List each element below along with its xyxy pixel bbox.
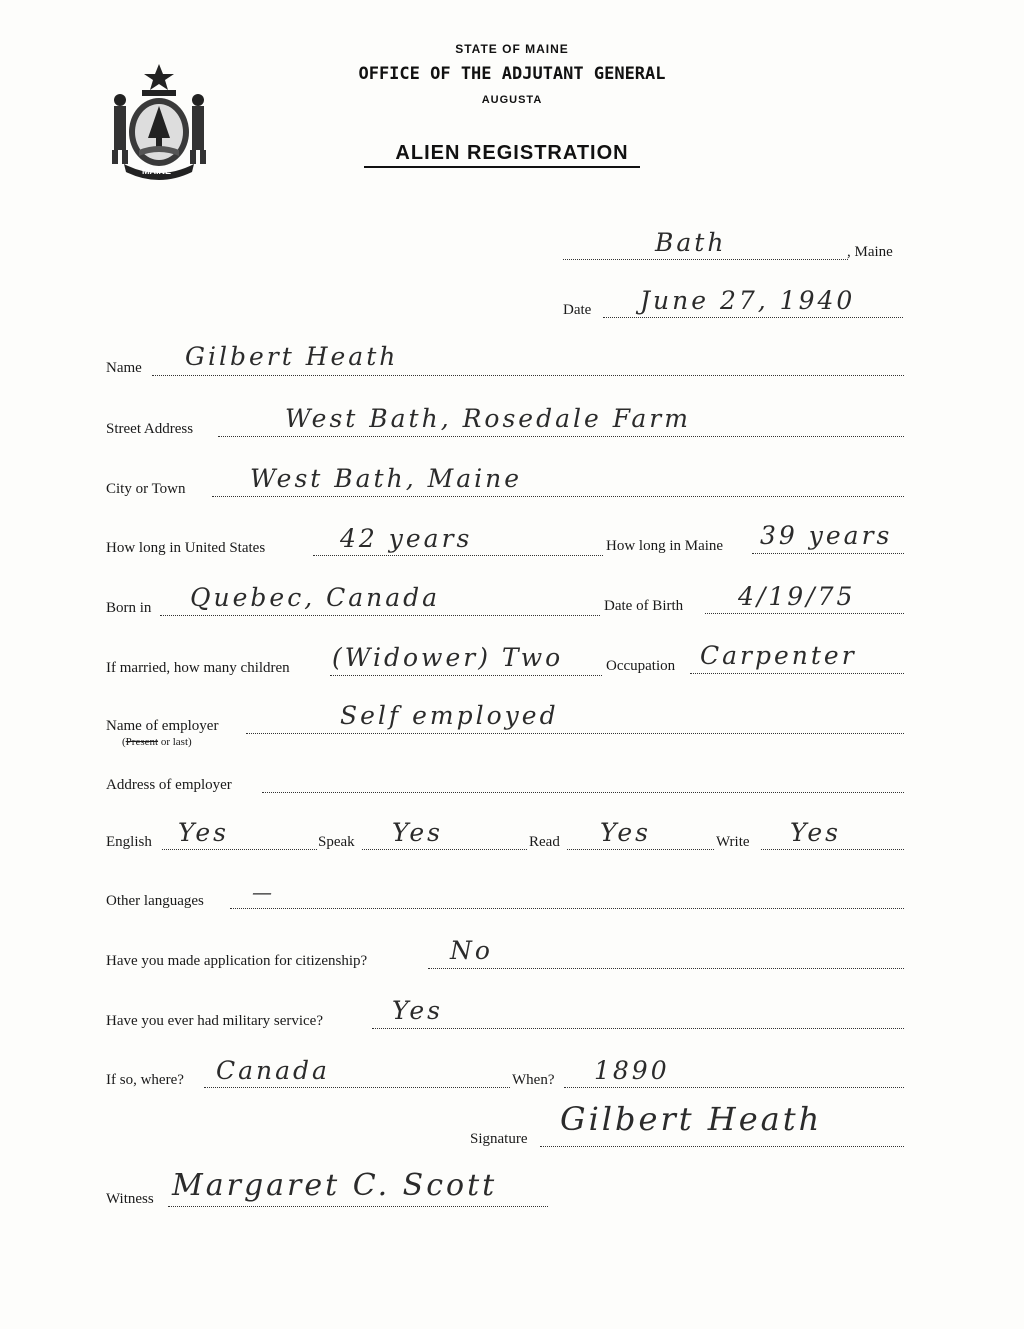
dob-line <box>705 613 904 614</box>
seal-banner-text: MAINE <box>142 166 171 176</box>
office-heading: OFFICE OF THE ADJUTANT GENERAL <box>358 64 666 84</box>
employer-sub-open: ( <box>122 736 126 748</box>
read-value: Yes <box>600 818 651 847</box>
place-suffix: , Maine <box>847 244 893 260</box>
citizenship-label: Have you made application for citizenship? <box>106 953 368 969</box>
when-value: 1890 <box>594 1056 670 1085</box>
witness-line <box>168 1206 548 1207</box>
where-line <box>204 1087 510 1088</box>
english-label: English <box>106 834 152 850</box>
employer-sub-present: Present <box>125 736 159 748</box>
state-heading: STATE OF MAINE <box>455 42 569 56</box>
date-value: June 27, 1940 <box>640 286 856 315</box>
maine-seal-icon <box>104 60 214 180</box>
signature-label: Signature <box>470 1131 528 1147</box>
read-label: Read <box>529 834 560 850</box>
other-lang-label: Other languages <box>106 893 204 909</box>
employer-sublabel <box>122 736 192 748</box>
occupation-value: Carpenter <box>700 641 857 670</box>
born-value: Quebec, Canada <box>190 583 441 612</box>
maine-label: How long in Maine <box>606 538 724 554</box>
street-line <box>218 436 904 437</box>
citizenship-line <box>428 968 904 969</box>
military-value: Yes <box>392 996 443 1025</box>
citizenship-value: No <box>450 936 493 965</box>
employer-line <box>246 733 904 734</box>
maine-value: 39 years <box>760 521 893 550</box>
write-label: Write <box>716 834 750 850</box>
dob-label: Date of Birth <box>604 598 684 614</box>
city-line <box>212 496 904 497</box>
city-label: City or Town <box>106 481 186 497</box>
city-heading: AUGUSTA <box>481 94 543 106</box>
date-line <box>603 317 903 318</box>
employer-label: Name of employer <box>106 718 219 734</box>
signature-value: Gilbert Heath <box>560 1100 823 1138</box>
where-value: Canada <box>216 1056 330 1085</box>
occupation-label: Occupation <box>606 658 676 674</box>
other-lang-value: — <box>252 880 275 904</box>
read-line <box>567 849 714 850</box>
maine-line <box>752 553 904 554</box>
children-label: If married, how many children <box>106 660 290 676</box>
born-label: Born in <box>106 600 152 616</box>
occupation-line <box>690 673 904 674</box>
name-value: Gilbert Heath <box>185 342 399 371</box>
witness-label: Witness <box>106 1191 154 1207</box>
other-lang-line <box>230 908 904 909</box>
employer-sub-rest: or last) <box>158 736 192 748</box>
employer-value: Self employed <box>340 701 559 730</box>
date-label: Date <box>563 302 592 318</box>
english-value: Yes <box>178 818 229 847</box>
name-line <box>152 375 904 376</box>
employer-addr-line <box>262 792 904 793</box>
military-label: Have you ever had military service? <box>106 1013 323 1029</box>
name-label: Name <box>106 360 142 376</box>
us-line <box>313 555 603 556</box>
signature-line <box>540 1146 904 1147</box>
write-line <box>761 849 904 850</box>
title-underline <box>364 166 640 168</box>
born-line <box>160 615 600 616</box>
witness-value: Margaret C. Scott <box>172 1168 498 1203</box>
children-value: (Widower) Two <box>332 643 564 672</box>
employer-addr-label: Address of employer <box>106 777 232 793</box>
speak-line <box>362 849 527 850</box>
military-line <box>372 1028 904 1029</box>
us-value: 42 years <box>340 524 473 553</box>
when-line <box>564 1087 904 1088</box>
place-line <box>563 259 848 260</box>
us-label: How long in United States <box>106 540 266 556</box>
when-label: When? <box>512 1072 555 1088</box>
speak-value: Yes <box>392 818 443 847</box>
english-line <box>162 849 317 850</box>
speak-label: Speak <box>318 834 355 850</box>
dob-value: 4/19/75 <box>738 582 856 611</box>
children-line <box>330 675 602 676</box>
place-value: Bath <box>655 228 727 257</box>
form-title: ALIEN REGISTRATION <box>395 142 629 164</box>
city-value: West Bath, Maine <box>250 464 522 493</box>
street-value: West Bath, Rosedale Farm <box>285 404 691 433</box>
where-label: If so, where? <box>106 1072 184 1088</box>
write-value: Yes <box>790 818 841 847</box>
street-label: Street Address <box>106 421 194 437</box>
